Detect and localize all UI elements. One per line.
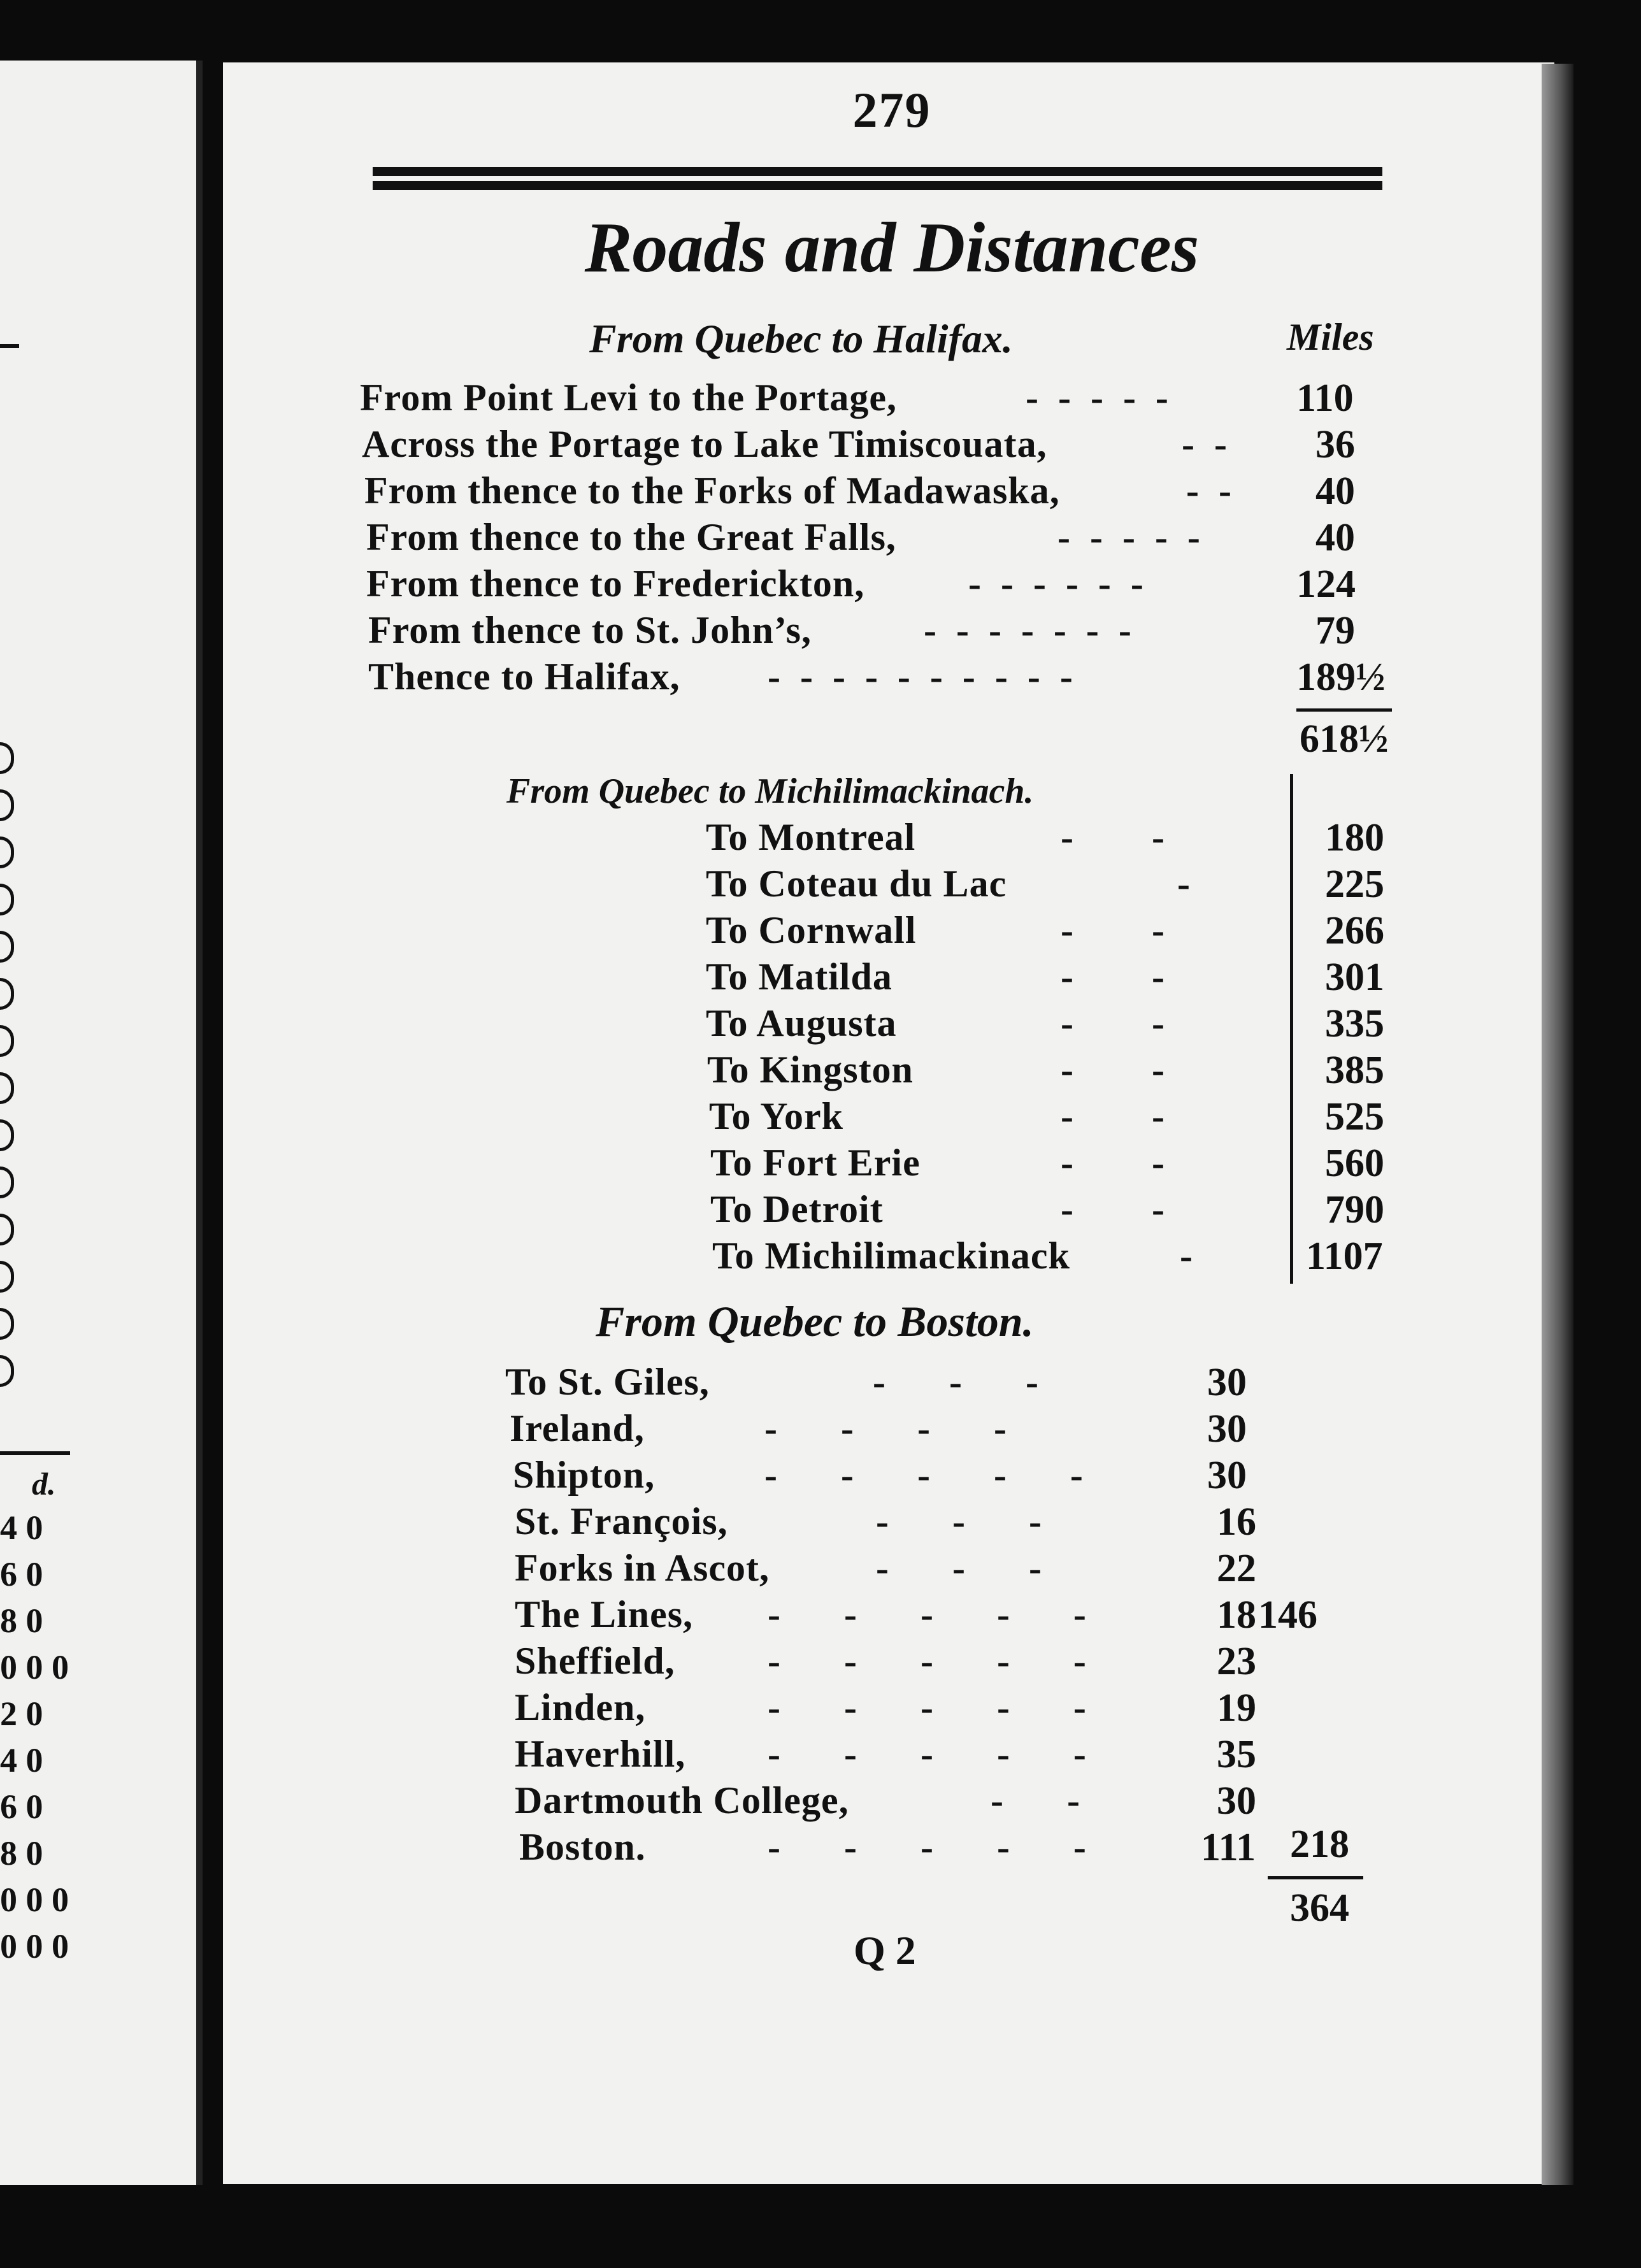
boston-stop-label: Boston.: [519, 1826, 646, 1868]
leader-dashes: - - - - -: [768, 1640, 1091, 1682]
left-page-zero-glyph: [0, 1355, 14, 1387]
left-page-mark: [0, 344, 19, 348]
boston-stop-miles: 22: [1217, 1547, 1256, 1590]
left-page-zero-glyph: [0, 836, 14, 868]
halifax-route-miles: 40: [1315, 470, 1355, 513]
leader-dashes: - -: [1061, 1002, 1170, 1044]
page-title: Roads and Distances: [584, 208, 1200, 287]
leader-dashes: - - -: [873, 1361, 1043, 1403]
leader-dashes: - -: [1061, 956, 1170, 998]
michilimackinach-stop-label: To Augusta: [706, 1002, 897, 1044]
boston-stop-label: To St. Giles,: [505, 1361, 710, 1403]
boston-stop-label: The Lines,: [515, 1593, 694, 1635]
left-page-rows: [0, 1508, 69, 1973]
halifax-route-miles: 79: [1315, 609, 1355, 652]
halifax-route-label: Thence to Halifax,: [368, 656, 680, 698]
michilimackinach-stop-miles: 790: [1325, 1188, 1384, 1231]
left-page-zero-glyph: [0, 742, 14, 774]
left-page-rule: [0, 1451, 70, 1455]
boston-stop-label: Sheffield,: [515, 1640, 675, 1682]
boston-subtotal: 146: [1258, 1593, 1317, 1637]
left-page-row: 8 0: [0, 1834, 43, 1872]
left-page-zero-glyph: [0, 1214, 14, 1245]
leader-dashes: - -: [991, 1779, 1085, 1821]
section-heading-michilimackinach: From Quebec to Michilimackinach.: [506, 772, 1034, 811]
michilimackinach-stop-label: To Michilimackinack: [712, 1235, 1070, 1277]
leader-dashes: - -: [1061, 909, 1170, 951]
page-edge-shadow: [1542, 64, 1573, 2185]
left-page-zero-glyph: [0, 1261, 14, 1293]
michilimackinach-stop-label: To Matilda: [706, 956, 892, 998]
boston-stop-miles: 18: [1217, 1593, 1256, 1637]
page-number: 279: [852, 82, 931, 138]
michilimackinach-stop-label: To Fort Erie: [710, 1142, 921, 1184]
michilimackinach-stop-miles: 266: [1325, 909, 1384, 952]
leader-dashes: - - -: [876, 1500, 1047, 1542]
leader-dashes: - -: [1061, 1142, 1170, 1184]
left-page-zero-glyph: [0, 978, 14, 1010]
halifax-total-rule: [1296, 708, 1392, 712]
header-rule-bottom: [373, 181, 1382, 190]
boston-stop-label: Haverhill,: [515, 1733, 686, 1775]
leader-dashes: - -: [1182, 423, 1232, 465]
michilimackinach-stop-miles: 560: [1325, 1142, 1384, 1185]
leader-dashes: - - - - -: [768, 1826, 1091, 1868]
leader-dashes: - - - - -: [768, 1686, 1091, 1728]
leader-dashes: - -: [1061, 816, 1170, 858]
halifax-route-label: From thence to the Great Falls,: [366, 516, 896, 558]
halifax-route-miles: 189½: [1296, 656, 1386, 699]
left-page-zero-glyph: [0, 1119, 14, 1151]
section-heading-halifax: From Quebec to Halifax.: [589, 316, 1013, 361]
michilimackinach-stop-miles: 301: [1325, 956, 1384, 999]
left-page-zero-glyph: [0, 1072, 14, 1104]
header-rule-top: [373, 167, 1382, 176]
signature-mark: Q 2: [854, 1928, 916, 1973]
halifax-route-miles: 110: [1296, 377, 1354, 420]
leader-dashes: - - - - - -: [968, 563, 1149, 605]
michilimackinach-stop-label: To Coteau du Lac: [706, 863, 1007, 905]
boston-stop-miles: 30: [1217, 1779, 1256, 1823]
halifax-route-label: From thence to St. John’s,: [368, 609, 812, 651]
leader-dashes: - - - - - - -: [924, 609, 1136, 651]
halifax-total: 618½: [1300, 717, 1389, 761]
leader-dashes: - -: [1061, 1095, 1170, 1137]
boston-stop-miles: 30: [1207, 1407, 1247, 1451]
boston-total: 364: [1290, 1886, 1349, 1930]
boston-stop-label: St. François,: [515, 1500, 728, 1542]
boston-stop-label: Forks in Ascot,: [515, 1547, 770, 1589]
left-page-row: 2 0: [0, 1695, 43, 1733]
leader-dashes: - -: [1186, 470, 1236, 512]
leader-dashes: - - - - -: [1057, 516, 1205, 558]
left-page-zero-glyph: [0, 1025, 14, 1057]
left-page-row: 4 0: [0, 1509, 43, 1547]
michilimackinach-stop-label: To Montreal: [706, 816, 916, 858]
boston-stop-label: Dartmouth College,: [515, 1779, 849, 1821]
halifax-route-miles: 36: [1315, 423, 1355, 466]
michilimackinach-stop-label: To Kingston: [707, 1049, 914, 1091]
halifax-route-label: From thence to Frederickton,: [366, 563, 865, 605]
boston-stop-miles: 30: [1207, 1361, 1247, 1404]
left-page-row: 0 0 0: [0, 1881, 69, 1919]
halifax-route-label: From Point Levi to the Portage,: [360, 377, 898, 419]
leader-dashes: -: [1180, 1235, 1198, 1277]
boston-stop-miles: 23: [1217, 1640, 1256, 1683]
left-page-row: 6 0: [0, 1555, 43, 1593]
halifax-route-label: From thence to the Forks of Madawaska,: [364, 470, 1060, 512]
leader-dashes: - - - - - - - - - -: [768, 656, 1078, 698]
miles-column-head: Miles: [1287, 316, 1374, 358]
left-page-zero-glyph: [0, 1166, 14, 1198]
michilimackinach-stop-label: To Cornwall: [706, 909, 917, 951]
left-page-row: 0 0 0: [0, 1927, 69, 1965]
boston-stop-miles: 30: [1207, 1454, 1247, 1497]
boston-total-rule: [1268, 1876, 1363, 1879]
halifax-route-miles: 40: [1315, 516, 1355, 559]
michilimackinach-stop-miles: 180: [1325, 816, 1384, 859]
michilimackinach-stop-miles: 335: [1325, 1002, 1384, 1045]
leader-dashes: - - - - -: [764, 1454, 1088, 1496]
left-page-row: 4 0: [0, 1741, 43, 1779]
boston-stop-miles: 19: [1217, 1686, 1256, 1730]
left-page-row: 8 0: [0, 1602, 43, 1640]
boston-stop-miles: 35: [1217, 1733, 1256, 1776]
michilimackinach-stop-miles: 525: [1325, 1095, 1384, 1138]
leader-dashes: - -: [1061, 1188, 1170, 1230]
michilimackinach-stop-label: To Detroit: [710, 1188, 884, 1230]
left-page-row: 0 0 0: [0, 1648, 69, 1686]
leader-dashes: - - -: [876, 1547, 1047, 1589]
boston-subtotal: 218: [1290, 1823, 1349, 1866]
left-page-row: 6 0: [0, 1788, 43, 1826]
left-page-zero-glyph: [0, 931, 14, 963]
boston-stop-label: Linden,: [515, 1686, 646, 1728]
boston-stop-label: Ireland,: [510, 1407, 645, 1449]
left-page-zero-glyph: [0, 789, 14, 821]
left-page-zero-glyph: [0, 1308, 14, 1340]
left-page-zero-column: [0, 742, 13, 1402]
michilimackinach-column-rule: [1290, 774, 1293, 1284]
michilimackinach-stop-miles: 225: [1325, 863, 1384, 906]
leader-dashes: -: [1177, 863, 1195, 905]
boston-stop-miles: 16: [1217, 1500, 1256, 1544]
leader-dashes: - - - -: [764, 1407, 1012, 1449]
boston-stop-label: Shipton,: [513, 1454, 656, 1496]
left-facing-page: [0, 61, 203, 2185]
michilimackinach-stop-miles: 385: [1325, 1049, 1384, 1092]
section-heading-boston: From Quebec to Boston.: [596, 1297, 1034, 1346]
michilimackinach-stop-label: To York: [709, 1095, 843, 1137]
halifax-route-miles: 124: [1296, 563, 1356, 606]
halifax-route-label: Across the Portage to Lake Timiscouata,: [362, 423, 1047, 465]
leader-dashes: - -: [1061, 1049, 1170, 1091]
michilimackinach-stop-miles: 1107: [1306, 1235, 1383, 1278]
leader-dashes: - - - - -: [1026, 377, 1173, 419]
left-page-zero-glyph: [0, 884, 14, 915]
leader-dashes: - - - - -: [768, 1593, 1091, 1635]
leader-dashes: - - - - -: [768, 1733, 1091, 1775]
boston-stop-miles: 111: [1201, 1826, 1256, 1869]
left-page-column-head: d.: [32, 1466, 56, 1502]
